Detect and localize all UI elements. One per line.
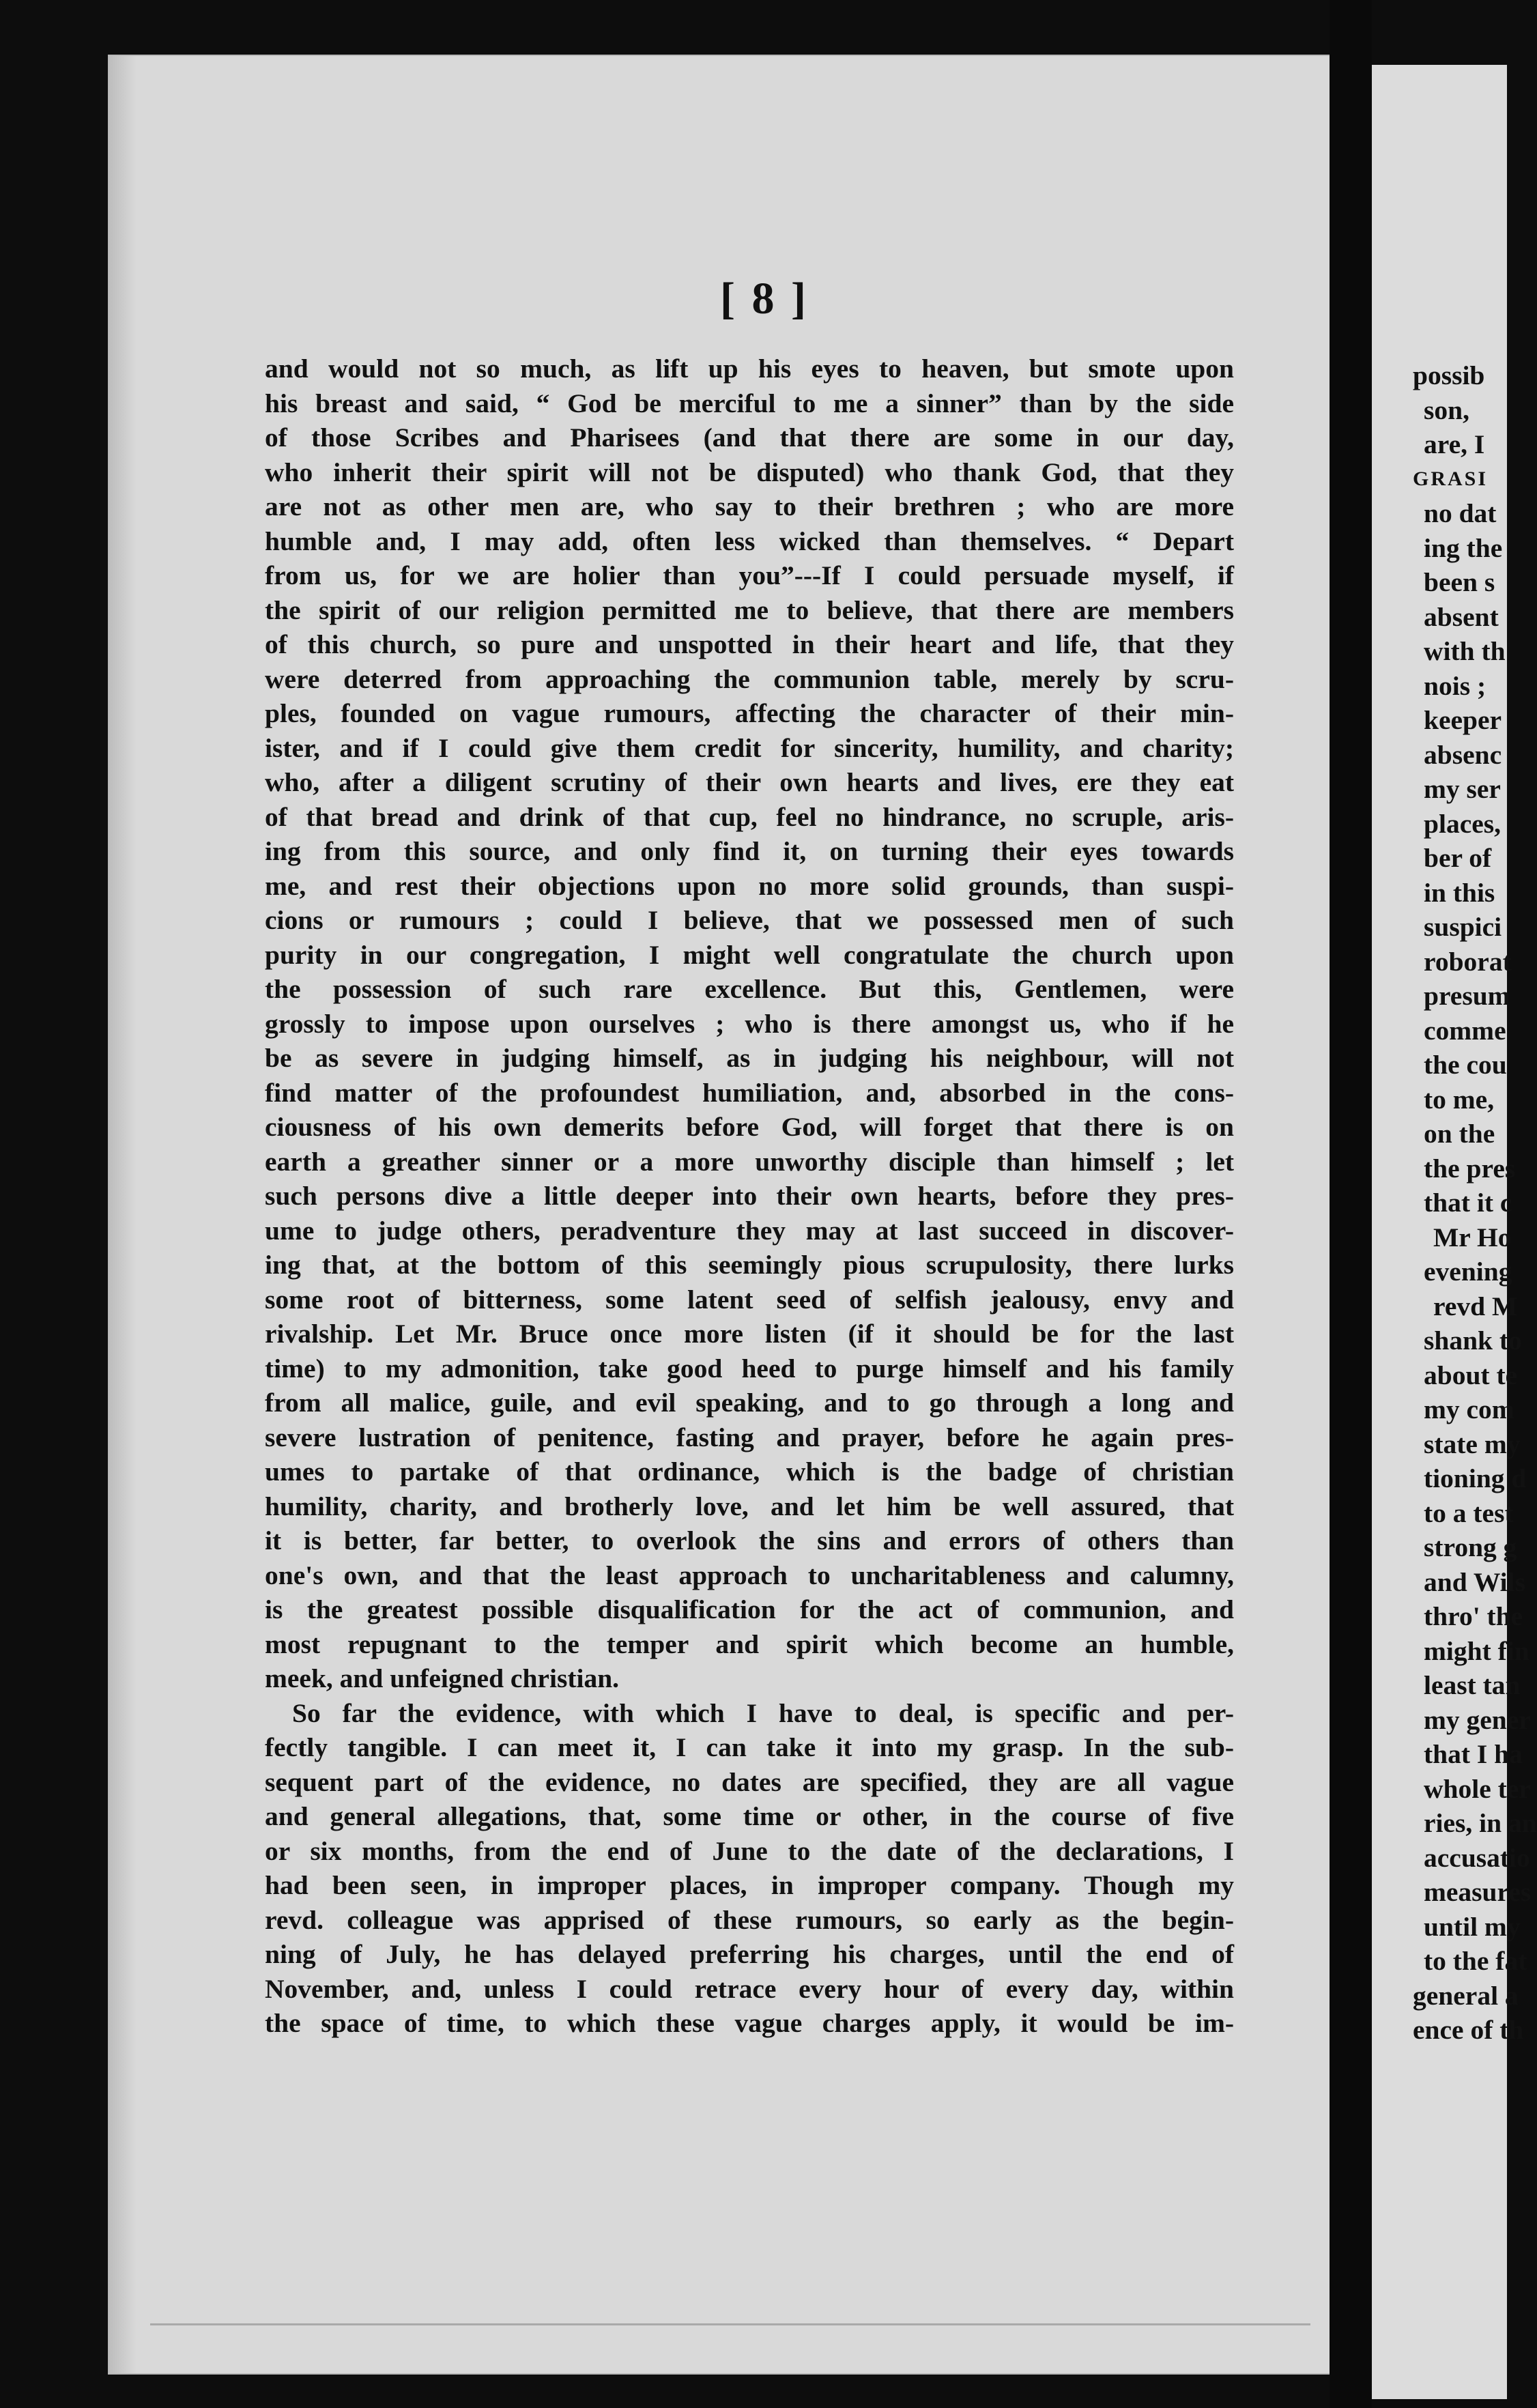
- text-line: ries, in an: [1424, 1808, 1537, 1838]
- text-line: suspici: [1424, 912, 1502, 942]
- text-line: So far the evidence, with which I have to deal, is specific and per-: [292, 1697, 1234, 1728]
- text-line: to me,: [1424, 1084, 1495, 1115]
- text-line: ciousness of his own demerits before God, will forget that there is on: [265, 1112, 1234, 1142]
- text-line: about te: [1424, 1360, 1518, 1390]
- text-line: Mr Ho: [1433, 1222, 1512, 1252]
- text-line: earth a greather sinner or a more unworthy disciple than himself ; let: [265, 1146, 1234, 1177]
- text-line: who, after a diligent scrutiny of their own hearts and lives, ere they eat: [265, 767, 1234, 797]
- text-line: that it c: [1424, 1188, 1512, 1218]
- text-line: in this: [1424, 877, 1495, 908]
- text-line: son,: [1424, 395, 1469, 425]
- text-line: to a test: [1424, 1497, 1514, 1528]
- text-line: meek, and unfeigned christian.: [265, 1663, 620, 1693]
- text-line: measures: [1424, 1877, 1532, 1907]
- text-line: rivalship. Let Mr. Bruce once more listen (if it should be for the last: [265, 1319, 1234, 1349]
- text-line: ing the: [1424, 532, 1503, 563]
- text-line: humility, charity, and brotherly love, and let him be well assured, that: [265, 1491, 1234, 1521]
- text-line: that I ha: [1424, 1739, 1523, 1769]
- text-line: my com: [1424, 1394, 1514, 1424]
- text-line: ing from this source, and only find it, on turning their eyes towards: [265, 836, 1234, 866]
- text-line: or six months, from the end of June to the date of the declarations, I: [265, 1835, 1234, 1866]
- text-line: my gener: [1424, 1704, 1531, 1735]
- text-line: thro' the: [1424, 1601, 1523, 1631]
- text-line: had been seen, in improper places, in improper company. Though my: [265, 1870, 1234, 1900]
- text-line: strong g: [1424, 1532, 1517, 1562]
- page-number: [ 8 ]: [720, 274, 809, 324]
- text-line: evening: [1424, 1257, 1512, 1287]
- text-line: the spirit of our religion permitted me to believe, that there are members: [265, 594, 1234, 625]
- text-line: who inherit their spirit will not be disputed) who thank God, that they: [265, 457, 1234, 487]
- text-line: it is better, far better, to overlook the sins and errors of others than: [265, 1525, 1234, 1556]
- text-line: umes to partake of that ordinance, which is the badge of christian: [265, 1457, 1234, 1487]
- text-line: purity in our congregation, I might well congratulate the church upon: [265, 939, 1234, 970]
- text-line: accusatio: [1424, 1842, 1530, 1873]
- text-line: were deterred from approaching the communion table, merely by scru-: [265, 663, 1234, 694]
- text-line: time) to my admonition, take good heed to purge himself and his family: [265, 1353, 1234, 1384]
- text-line: my ser: [1424, 774, 1501, 804]
- text-line: places,: [1424, 808, 1502, 839]
- text-line: on the: [1424, 1119, 1495, 1149]
- text-line: be as severe in judging himself, as in judging his neighbour, will not: [265, 1043, 1234, 1073]
- text-line: of that bread and drink of that cup, feel no hindrance, no scruple, aris-: [265, 801, 1234, 832]
- text-line: is the greatest possible disqualification for the act of communion, and: [265, 1594, 1234, 1624]
- text-line: are, I: [1424, 429, 1485, 459]
- text-line: absent: [1424, 601, 1499, 632]
- text-line: the space of time, to which these vague charges apply, it would be im-: [265, 2008, 1234, 2038]
- text-line: cions or rumours ; could I believe, that we possessed men of such: [265, 905, 1234, 935]
- text-line: grossly to impose upon ourselves ; who is there amongst us, who if he: [265, 1008, 1234, 1039]
- text-line: severe lustration of penitence, fasting and prayer, before he again pres-: [265, 1422, 1234, 1452]
- text-line: and general allegations, that, some time or other, in the course of five: [265, 1801, 1234, 1831]
- text-line: roborat: [1424, 946, 1512, 977]
- text-line: me, and rest their objections upon no more solid grounds, than suspi-: [265, 870, 1234, 901]
- text-line: until my: [1424, 1911, 1521, 1942]
- text-line: the possession of such rare excellence. But this, Gentlemen, were: [265, 974, 1234, 1004]
- text-line: such persons dive a little deeper into their own hearts, before they pres-: [265, 1181, 1234, 1211]
- text-line: with th: [1424, 636, 1506, 666]
- page-edge-shadow: [109, 56, 137, 2373]
- text-line: sequent part of the evidence, no dates are specified, they are all vague: [265, 1766, 1234, 1797]
- text-line: and would not so much, as lift up his eyes to heaven, but smote upon: [265, 354, 1234, 384]
- text-line: ister, and if I could give them credit for sincerity, humility, and charity;: [265, 732, 1234, 763]
- text-line: comme: [1424, 1015, 1506, 1046]
- right-page-body: [1413, 358, 1537, 2048]
- text-line: general a: [1413, 1980, 1519, 2011]
- text-line: from us, for we are holier than you”---If I could persuade myself, if: [265, 560, 1234, 590]
- text-line: the pres: [1424, 1153, 1516, 1184]
- text-line: ber of: [1424, 843, 1492, 873]
- text-line: fectly tangible. I can meet it, I can take it into my grasp. In the sub-: [265, 1732, 1234, 1762]
- text-line: ning of July, he has delayed preferring his charges, until the end of: [265, 1939, 1234, 1969]
- text-line: keeper: [1424, 705, 1502, 735]
- text-line: absenc: [1424, 739, 1502, 770]
- text-line: least tan: [1424, 1670, 1521, 1700]
- text-line: of this church, so pure and unspotted in their heart and life, that they: [265, 629, 1234, 659]
- text-line: are not as other men are, who say to their brethren ; who are more: [265, 491, 1234, 521]
- text-line: of those Scribes and Pharisees (and that there are some in our day,: [265, 422, 1234, 453]
- text-line: revd M: [1433, 1291, 1518, 1321]
- text-line: one's own, and that the least approach to uncharitableness and calumny,: [265, 1560, 1234, 1590]
- text-line: November, and, unless I could retrace every hour of every day, within: [265, 1973, 1234, 2004]
- text-line: his breast and said, “ God be merciful to me a sinner” than by the side: [265, 388, 1234, 418]
- text-line: state my: [1424, 1429, 1521, 1459]
- text-line: ume to judge others, peradventure they may at last succeed in discover-: [265, 1215, 1234, 1246]
- text-line: presum: [1424, 981, 1510, 1011]
- text-line: GRASI: [1413, 467, 1489, 490]
- text-line: revd. colleague was apprised of these rumours, so early as the begin-: [265, 1904, 1234, 1935]
- text-line: humble and, I may add, often less wicked than themselves. “ Depart: [265, 526, 1234, 556]
- text-line: to the fat: [1424, 1946, 1527, 1976]
- text-line: most repugnant to the temper and spirit which become an humble,: [265, 1629, 1234, 1659]
- text-line: shank to: [1424, 1325, 1522, 1356]
- text-line: possib: [1413, 360, 1485, 390]
- page-gutter: [1330, 0, 1372, 2408]
- text-line: the cou: [1424, 1050, 1507, 1080]
- left-page-body: [265, 352, 1234, 2041]
- text-line: from all malice, guile, and evil speaking, and to go through a long and: [265, 1388, 1234, 1418]
- text-line: whole ter: [1424, 1773, 1531, 1804]
- text-line: ples, founded on vague rumours, affecting the character of their min-: [265, 698, 1234, 728]
- text-line: ing that, at the bottom of this seemingly pious scrupulosity, there lurks: [265, 1250, 1234, 1280]
- text-line: no dat: [1424, 498, 1497, 528]
- text-line: nois ;: [1424, 670, 1486, 701]
- text-line: tioning d: [1424, 1463, 1527, 1493]
- page-crease: [150, 2323, 1310, 2325]
- text-line: been s: [1424, 567, 1495, 597]
- text-line: might fin: [1424, 1635, 1529, 1666]
- text-line: some root of bitterness, some latent seed of selfish jealousy, envy and: [265, 1284, 1234, 1315]
- text-line: ence of th: [1413, 2015, 1524, 2045]
- text-line: find matter of the profoundest humiliation, and, absorbed in the cons-: [265, 1077, 1234, 1108]
- text-line: and Wils: [1424, 1566, 1525, 1597]
